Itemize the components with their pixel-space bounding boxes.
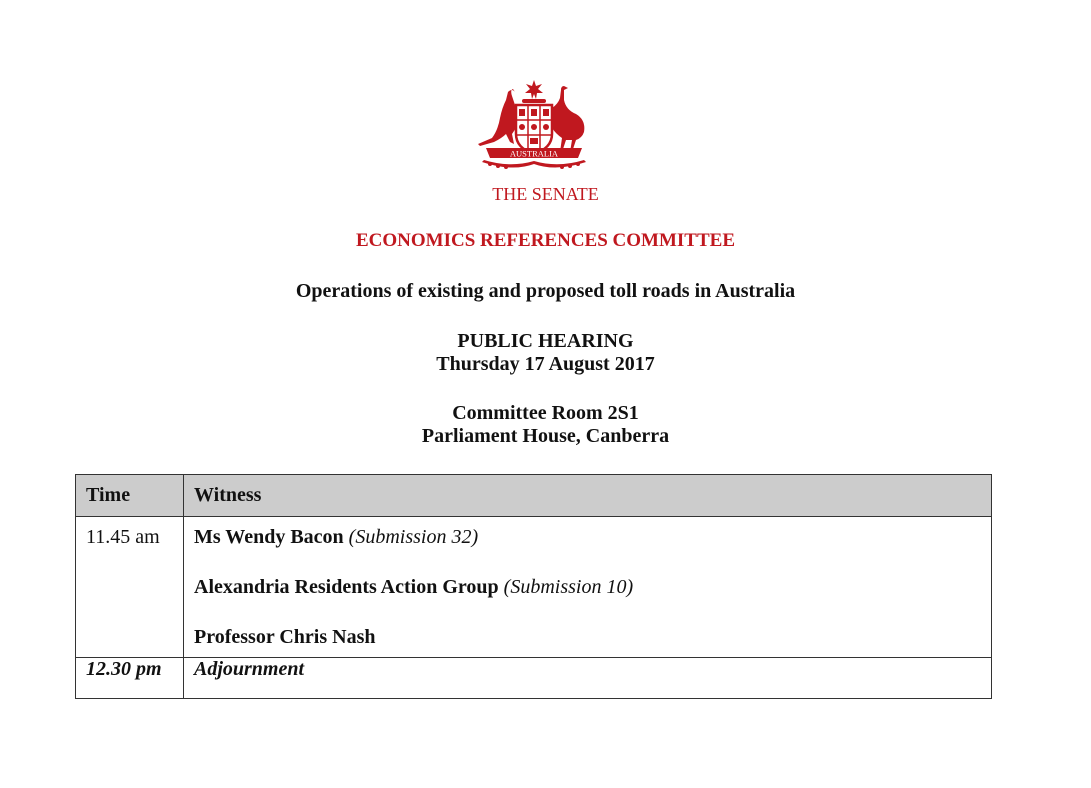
adjournment-time: 12.30 pm bbox=[76, 658, 184, 699]
witness-list bbox=[184, 517, 992, 658]
witness-item bbox=[194, 576, 981, 626]
hearing-room: Committee Room 2S1 bbox=[452, 402, 639, 424]
witness-name: Professor Chris Nash bbox=[194, 626, 376, 648]
crest-motto: AUSTRALIA bbox=[509, 148, 559, 159]
witness-item bbox=[194, 526, 981, 576]
table-row-adjournment bbox=[76, 658, 992, 699]
witness-item bbox=[194, 626, 981, 648]
table-header-row bbox=[76, 475, 992, 517]
session-time: 11.45 am bbox=[76, 517, 184, 658]
adjournment-label: Adjournment bbox=[184, 658, 992, 699]
venue-block bbox=[0, 402, 1091, 448]
table-row bbox=[76, 517, 992, 658]
chamber-name: THE SENATE bbox=[492, 184, 599, 204]
witness-name: Alexandria Residents Action Group bbox=[194, 576, 499, 598]
hearing-type: PUBLIC HEARING bbox=[457, 330, 634, 352]
column-header-time: Time bbox=[76, 475, 184, 517]
hearing-program-table bbox=[75, 474, 992, 699]
hearing-block bbox=[0, 330, 1091, 376]
submission-reference: (Submission 32) bbox=[348, 526, 479, 548]
witness-name: Ms Wendy Bacon bbox=[194, 526, 344, 548]
committee-name: ECONOMICS REFERENCES COMMITTEE bbox=[356, 230, 735, 251]
australian-coat-of-arms-icon bbox=[472, 78, 596, 174]
column-header-witness: Witness bbox=[184, 475, 992, 517]
hearing-date: Thursday 17 August 2017 bbox=[436, 353, 655, 375]
submission-reference: (Submission 10) bbox=[503, 576, 634, 598]
hearing-location: Parliament House, Canberra bbox=[421, 425, 670, 447]
inquiry-title: Operations of existing and proposed toll roads in Australia bbox=[295, 280, 796, 302]
